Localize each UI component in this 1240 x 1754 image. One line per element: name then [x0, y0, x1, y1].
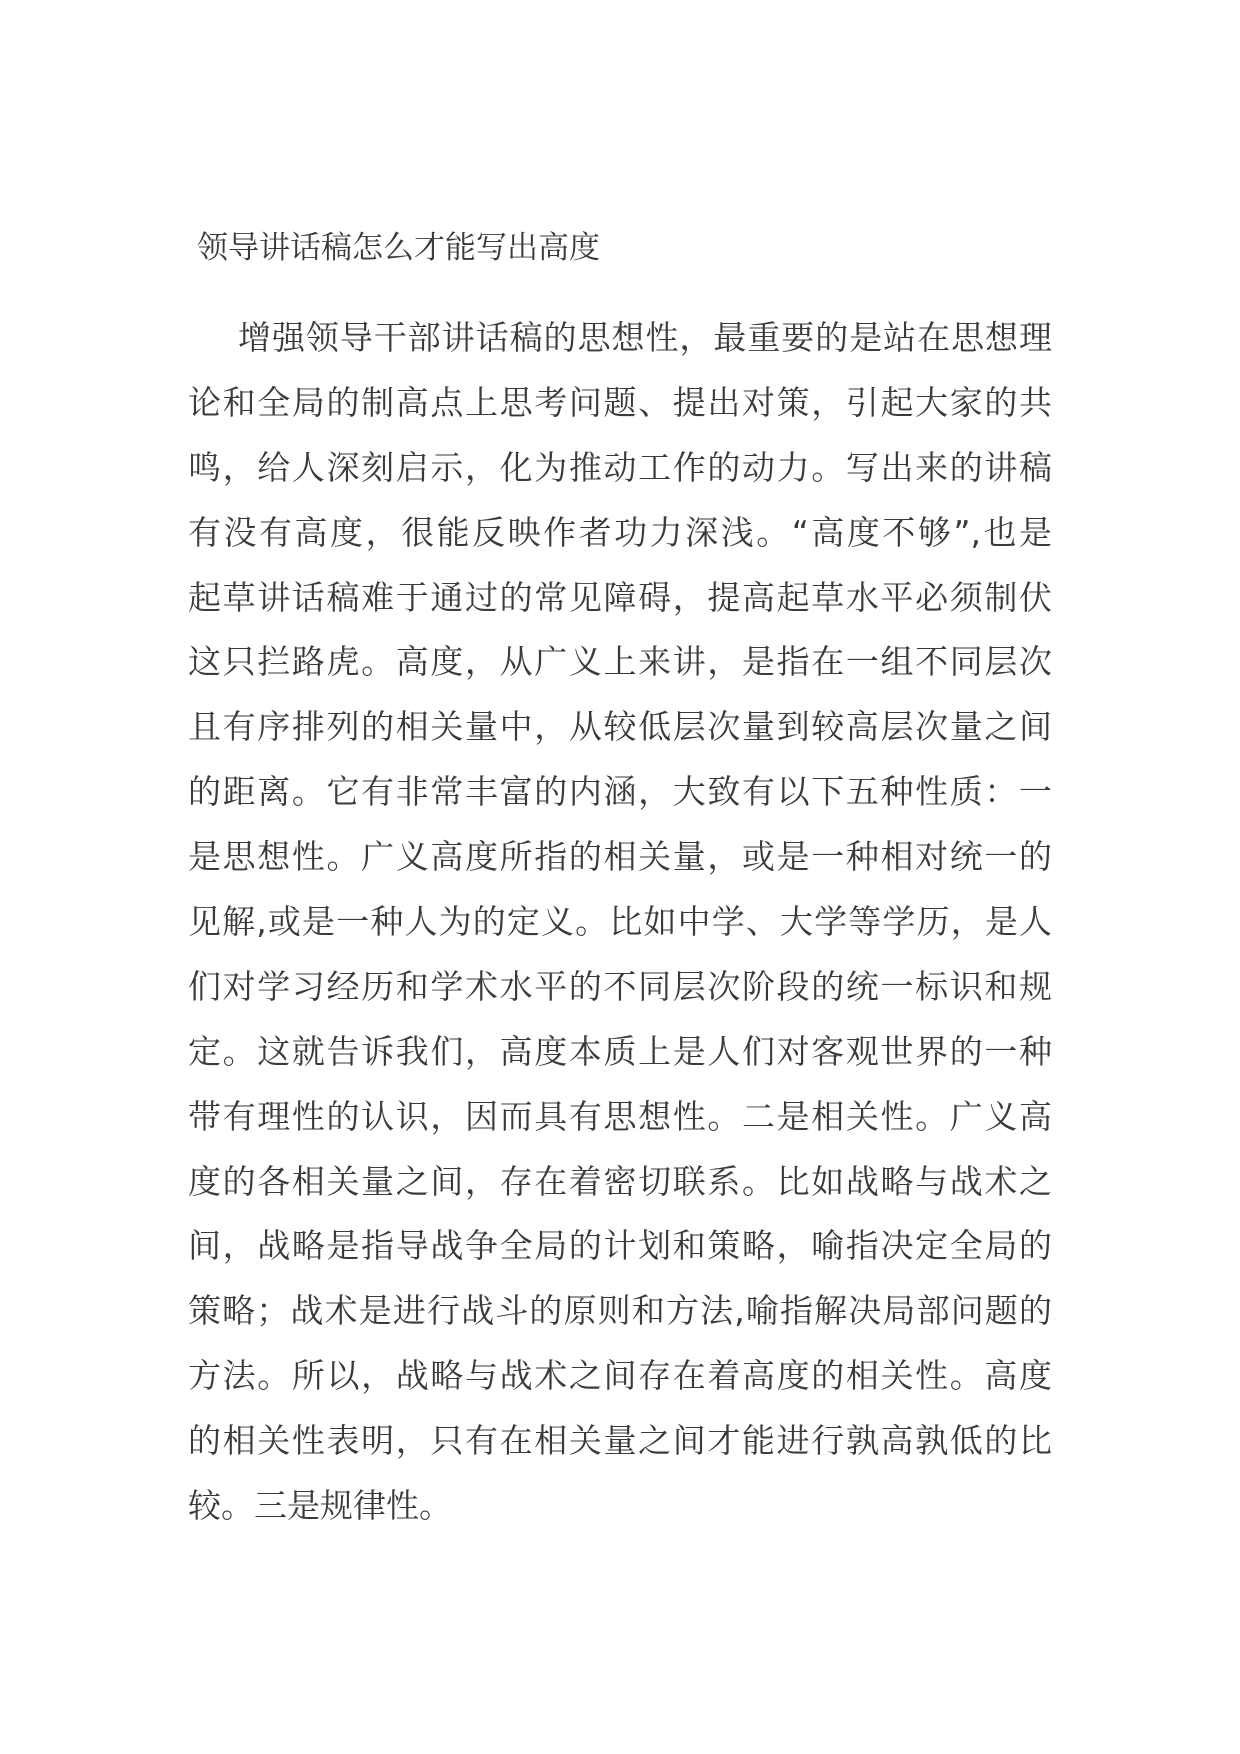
- paragraph-line: 带有理性的认识，因而具有思想性。二是相关性。广义高: [188, 1096, 1052, 1136]
- paragraph-line: 见解,或是一种人为的定义。比如中学、大学等学历，是人: [188, 902, 1052, 942]
- paragraph-line: 度的各相关量之间，存在着密切联系。比如战略与战术之: [188, 1161, 1052, 1201]
- paragraph-line: 策略；战术是进行战斗的原则和方法,喻指解决局部问题的: [188, 1291, 1052, 1331]
- paragraph-line: 间，战略是指导战争全局的计划和策略，喻指决定全局的: [188, 1226, 1052, 1266]
- paragraph-line: 鸣，给人深刻启示，化为推动工作的动力。写出来的讲稿: [188, 447, 1052, 487]
- paragraph-line: 且有序排列的相关量中，从较低层次量到较高层次量之间: [188, 707, 1052, 747]
- paragraph-line: 是思想性。广义高度所指的相关量，或是一种相对统一的: [188, 837, 1052, 877]
- paragraph-line: 起草讲话稿难于通过的常见障碍，提高起草水平必须制伏: [188, 577, 1052, 617]
- paragraph-line: 的距离。它有非常丰富的内涵，大致有以下五种性质：一: [188, 772, 1052, 812]
- paragraph-line: 论和全局的制高点上思考问题、提出对策，引起大家的共: [188, 382, 1052, 422]
- paragraph-line: 的相关性表明，只有在相关量之间才能进行孰高孰低的比: [188, 1421, 1052, 1461]
- paragraph-line: 较。三是规律性。: [188, 1486, 452, 1526]
- paragraph-line: 们对学习经历和学术水平的不同层次阶段的统一标识和规: [188, 966, 1052, 1006]
- paragraph-line: 方法。所以，战略与战术之间存在着高度的相关性。高度: [188, 1356, 1052, 1396]
- paragraph-line: 有没有高度，很能反映作者功力深浅。“高度不够”,也是: [188, 512, 1052, 552]
- paragraph-line: 定。这就告诉我们，高度本质上是人们对客观世界的一种: [188, 1031, 1052, 1071]
- document-title: 领导讲话稿怎么才能写出高度: [197, 230, 600, 266]
- document-body: [188, 306, 1052, 1539]
- paragraph-line: 增强领导干部讲话稿的思想性，最重要的是站在思想理: [238, 318, 1052, 357]
- paragraph-line: 这只拦路虎。高度，从广义上来讲，是指在一组不同层次: [188, 642, 1052, 682]
